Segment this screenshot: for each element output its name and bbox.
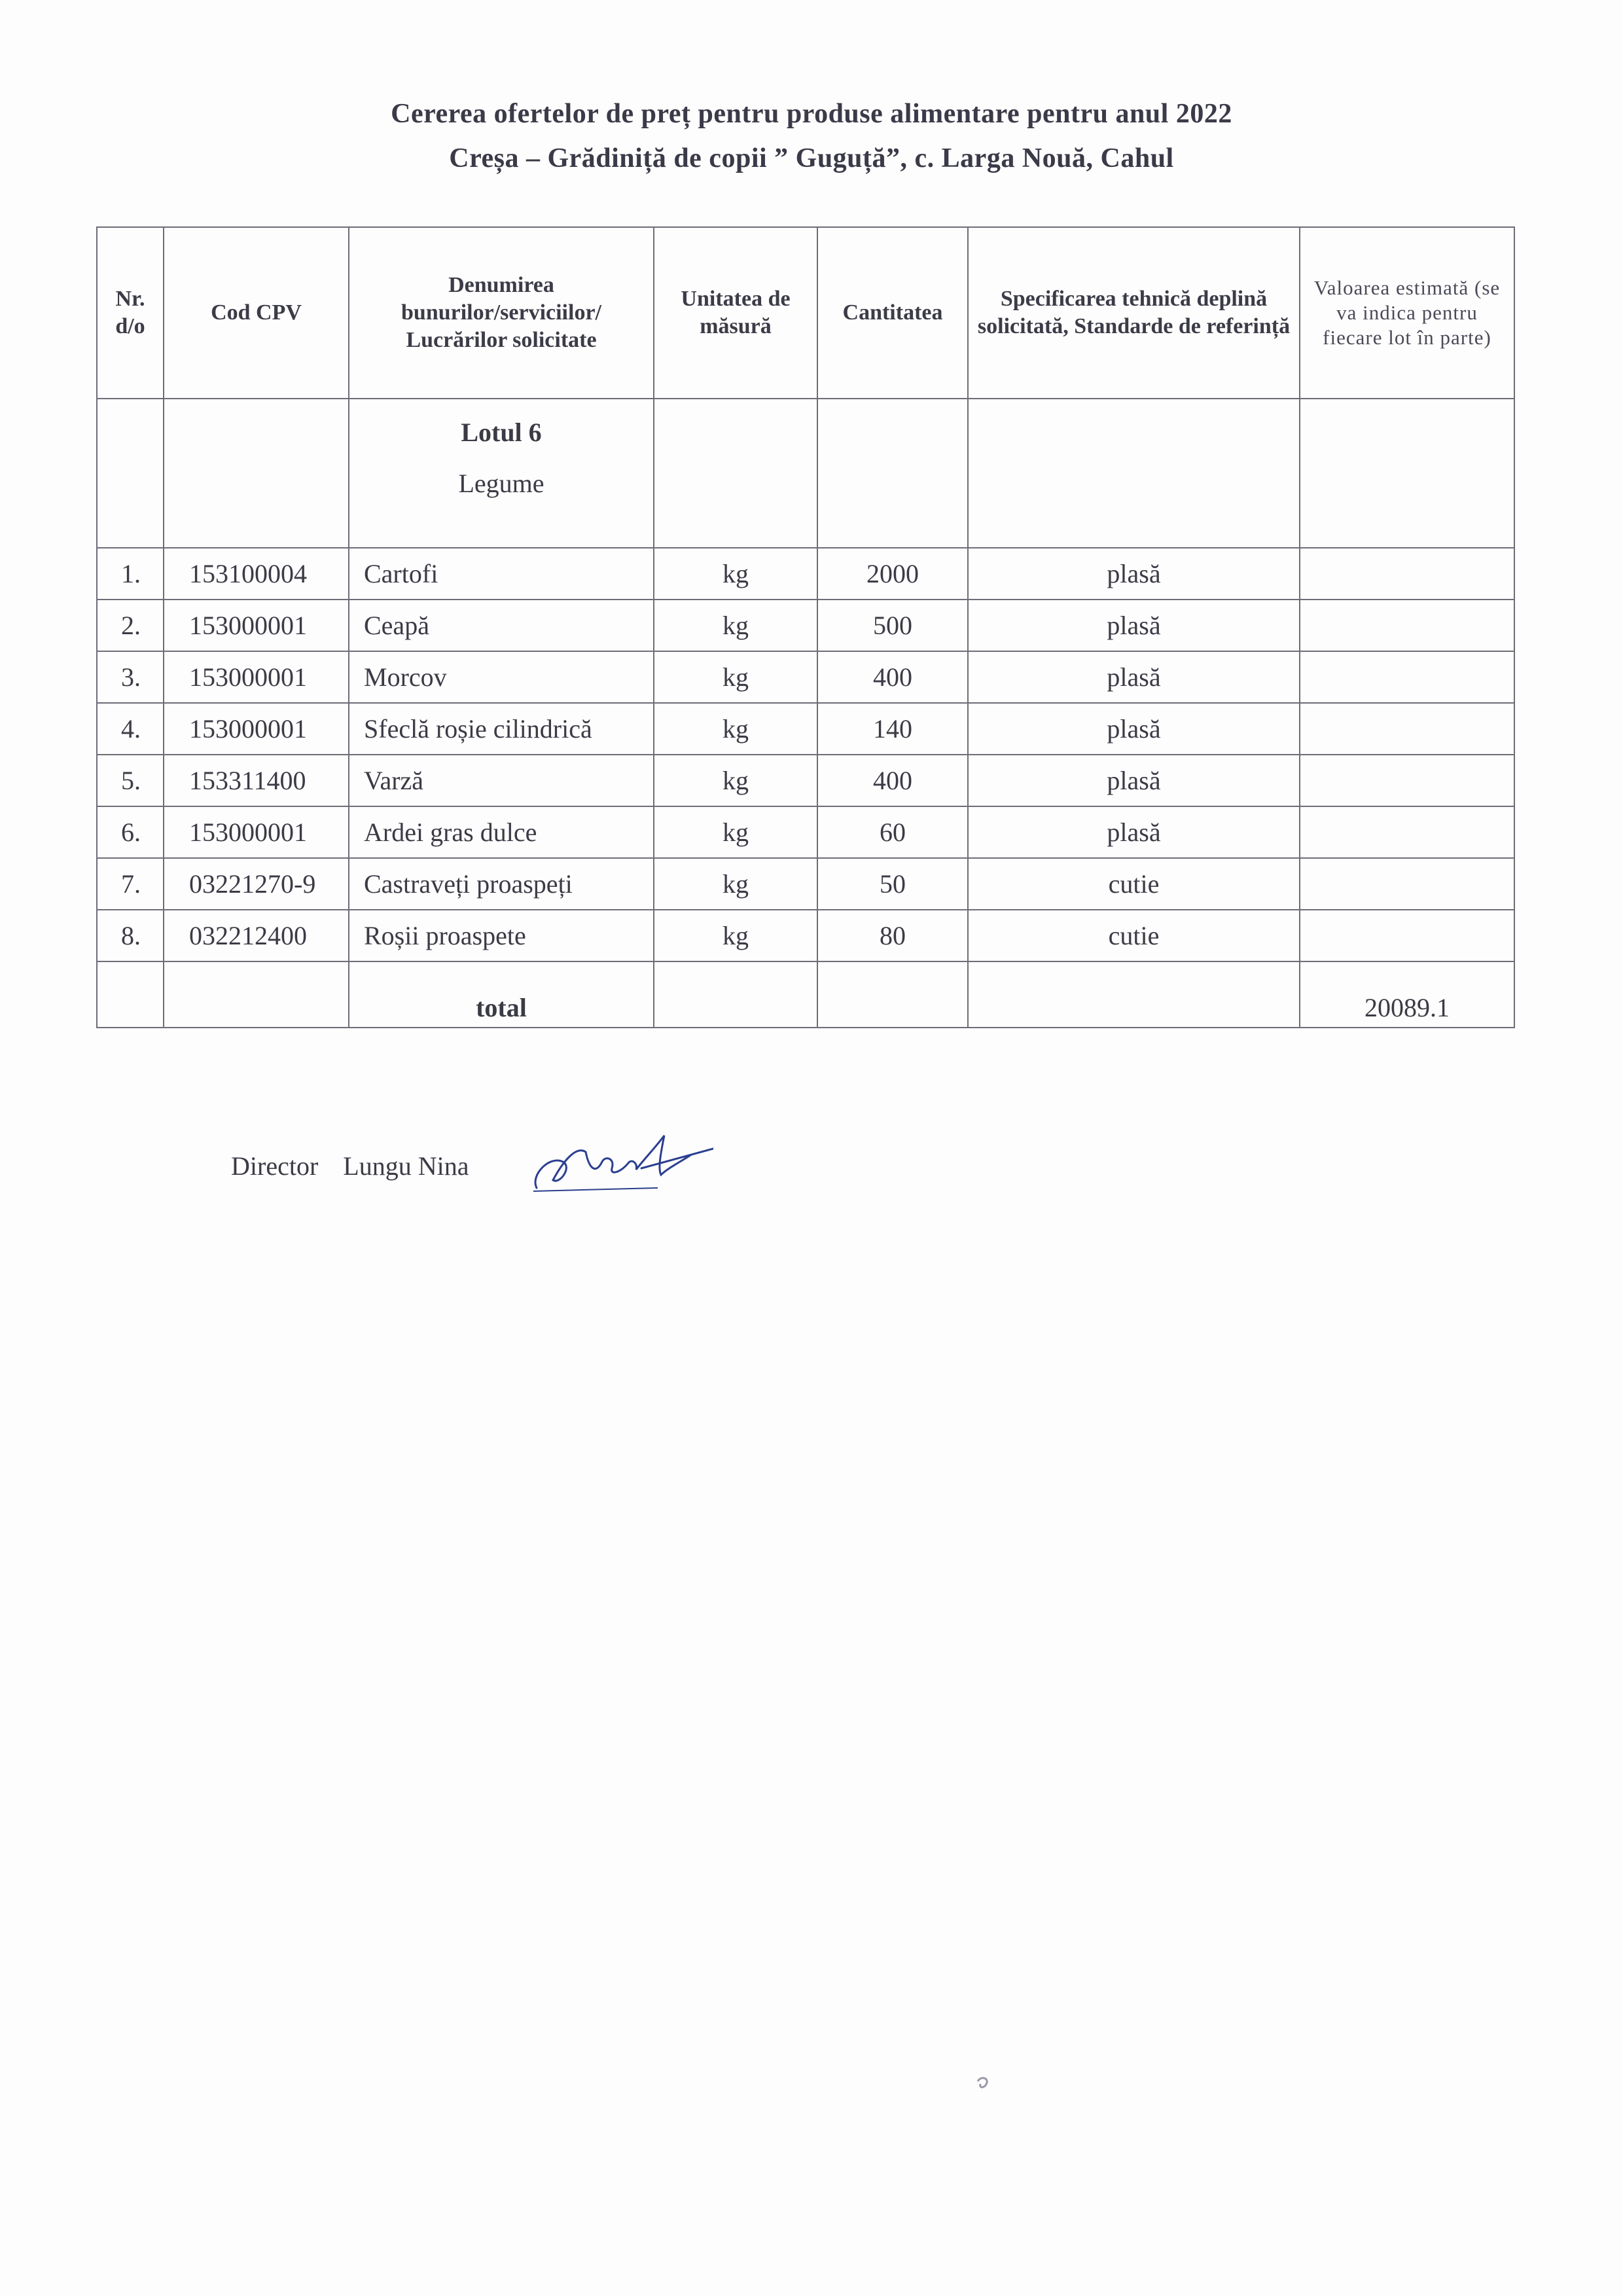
total-label: total [349, 961, 654, 1028]
cell-nr: 3. [97, 651, 164, 703]
cell-spec: plasă [968, 600, 1300, 651]
cell-nr: 4. [97, 703, 164, 755]
lot-empty-cell [817, 399, 968, 548]
handwritten-signature-icon [524, 1122, 713, 1201]
cell-qty: 500 [817, 600, 968, 651]
header-qty: Cantitatea [817, 227, 968, 399]
table-row [97, 600, 1514, 651]
header-spec: Specificarea tehnică deplină solicitată, Standarde de referință [968, 227, 1300, 399]
cell-cpv: 03221270-9 [164, 858, 349, 910]
table-row [97, 806, 1514, 858]
cell-nr: 7. [97, 858, 164, 910]
lot-empty-cell [97, 399, 164, 548]
total-empty-cell [164, 961, 349, 1028]
cell-spec: plasă [968, 548, 1300, 600]
cell-name: Cartofi [349, 548, 654, 600]
cell-cpv: 153100004 [164, 548, 349, 600]
lot-title: Lotul 6 [461, 418, 542, 447]
cell-spec: cutie [968, 858, 1300, 910]
cell-nr: 1. [97, 548, 164, 600]
total-empty-cell [817, 961, 968, 1028]
cell-cpv: 153311400 [164, 755, 349, 806]
lot-empty-cell [164, 399, 349, 548]
signature-name: Lungu Nina [343, 1151, 469, 1181]
signature-line [231, 1151, 487, 1181]
cell-cpv: 153000001 [164, 600, 349, 651]
cell-spec: cutie [968, 910, 1300, 961]
cell-unit: kg [654, 910, 817, 961]
cell-value [1300, 600, 1514, 651]
cell-name: Sfeclă roșie cilindrică [349, 703, 654, 755]
cell-value [1300, 858, 1514, 910]
header-unit: Unitatea de măsură [654, 227, 817, 399]
cell-unit: kg [654, 703, 817, 755]
cell-name: Castraveți proaspeți [349, 858, 654, 910]
lot-subtitle: Legume [458, 469, 544, 498]
cell-name: Morcov [349, 651, 654, 703]
cell-qty: 80 [817, 910, 968, 961]
cell-spec: plasă [968, 703, 1300, 755]
cell-qty: 2000 [817, 548, 968, 600]
cell-qty: 60 [817, 806, 968, 858]
total-row [97, 961, 1514, 1028]
cell-cpv: 153000001 [164, 703, 349, 755]
table-row [97, 548, 1514, 600]
cell-unit: kg [654, 806, 817, 858]
cell-qty: 140 [817, 703, 968, 755]
cell-value [1300, 703, 1514, 755]
table-header-row [97, 227, 1514, 399]
cell-spec: plasă [968, 651, 1300, 703]
cell-value [1300, 910, 1514, 961]
cell-nr: 5. [97, 755, 164, 806]
total-empty-cell [968, 961, 1300, 1028]
header-value: Valoarea estimată (se va indica pentru fiecare lot în parte) [1300, 227, 1514, 399]
cell-unit: kg [654, 755, 817, 806]
cell-qty: 400 [817, 651, 968, 703]
cell-nr: 8. [97, 910, 164, 961]
cell-nr: 6. [97, 806, 164, 858]
document-title: Cererea ofertelor de preț pentru produse alimentare pentru anul 2022 [391, 99, 1232, 129]
lot-empty-cell [1300, 399, 1514, 548]
signature-role: Director [231, 1151, 319, 1181]
table-row [97, 703, 1514, 755]
cell-name: Ardei gras dulce [349, 806, 654, 858]
header-cpv: Cod CPV [164, 227, 349, 399]
cell-nr: 2. [97, 600, 164, 651]
document-subtitle: Creșa – Grădiniță de copii ” Guguță”, c. Larga Nouă, Cahul [449, 143, 1174, 173]
table-row [97, 910, 1514, 961]
cell-unit: kg [654, 858, 817, 910]
cell-spec: plasă [968, 806, 1300, 858]
lot-empty-cell [968, 399, 1300, 548]
cell-name: Varză [349, 755, 654, 806]
lot-row [97, 399, 1514, 548]
cell-value [1300, 651, 1514, 703]
cell-name: Ceapă [349, 600, 654, 651]
request-table [96, 226, 1515, 1028]
cell-name: Roșii proaspete [349, 910, 654, 961]
cell-cpv: 153000001 [164, 806, 349, 858]
table-row [97, 755, 1514, 806]
total-empty-cell [97, 961, 164, 1028]
header-nr: Nr. d/o [97, 227, 164, 399]
cell-cpv: 032212400 [164, 910, 349, 961]
cell-spec: plasă [968, 755, 1300, 806]
cell-unit: kg [654, 651, 817, 703]
table-row [97, 858, 1514, 910]
cell-cpv: 153000001 [164, 651, 349, 703]
cell-qty: 50 [817, 858, 968, 910]
cell-unit: kg [654, 600, 817, 651]
total-value: 20089.1 [1300, 961, 1514, 1028]
header-name: Denumirea bunurilor/serviciilor/ Lucrărilor solicitate [349, 227, 654, 399]
cell-qty: 400 [817, 755, 968, 806]
cell-value [1300, 806, 1514, 858]
lot-cell [349, 399, 654, 548]
smudge-mark-icon [974, 2073, 993, 2093]
lot-empty-cell [654, 399, 817, 548]
total-empty-cell [654, 961, 817, 1028]
cell-value [1300, 548, 1514, 600]
cell-unit: kg [654, 548, 817, 600]
cell-value [1300, 755, 1514, 806]
table-row [97, 651, 1514, 703]
